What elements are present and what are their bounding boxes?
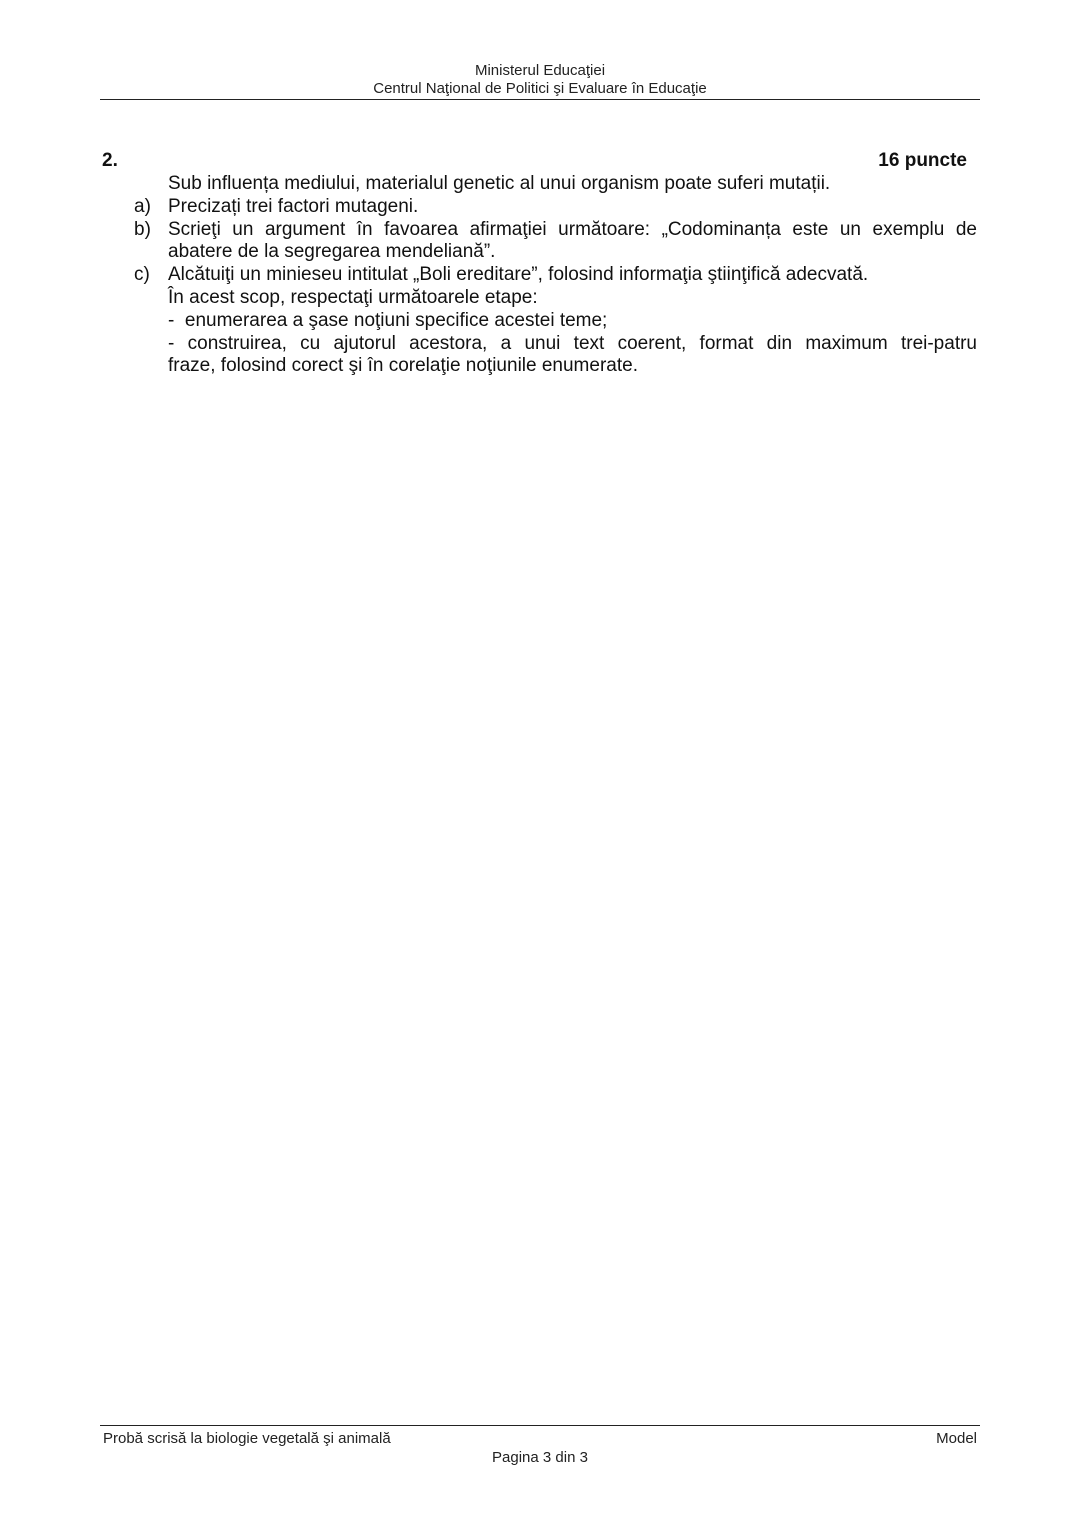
item-c [134, 264, 977, 287]
item-c-step-2: - construirea, cu ajutorul acestora, a unui text coerent, format din maximum trei-patru [168, 332, 977, 354]
header-center: Centrul Naţional de Politici şi Evaluare în Educaţie [373, 80, 707, 97]
header-divider [100, 99, 980, 100]
item-text: Alcătuiţi un minieseu intitulat „Boli ereditare”, folosind informaţia ştiinţifică adecvată. [168, 264, 869, 286]
header-ministry: Ministerul Educaţiei [474, 62, 606, 79]
item-a [134, 196, 977, 219]
item-marker: c) [134, 264, 150, 286]
item-marker: a) [134, 195, 151, 217]
page-number: Pagina 3 din 3 [492, 1449, 588, 1466]
item-b-continuation: abatere de la segregarea mendeliană”. [168, 241, 496, 263]
footer-model-label: Model [936, 1430, 977, 1447]
item-marker: b) [134, 218, 151, 240]
question-body [134, 173, 977, 378]
page-header [100, 62, 980, 98]
question-intro: Sub influența mediului, materialul genetic al unui organism poate suferi mutații. [168, 173, 831, 194]
footer-divider [100, 1425, 980, 1426]
item-text: Scrieţi un argument în favoarea afirmaţiei următoare: „Codominanța este un exemplu de [168, 218, 977, 240]
item-c-step-1: - enumerarea a şase noţiuni specifice acestei teme; [168, 309, 608, 331]
footer-exam-title: Probă scrisă la biologie vegetală şi animală [103, 1430, 391, 1447]
question-points: 16 puncte [878, 150, 967, 171]
item-text: Precizați trei factori mutageni. [168, 195, 419, 217]
item-c-step-2-continuation: fraze, folosind corect şi în corelaţie noţiunile enumerate. [168, 355, 638, 377]
question-number: 2. [102, 150, 118, 171]
item-b [134, 219, 977, 242]
item-c-instructions: În acest scop, respectaţi următoarele etape: [168, 286, 538, 308]
